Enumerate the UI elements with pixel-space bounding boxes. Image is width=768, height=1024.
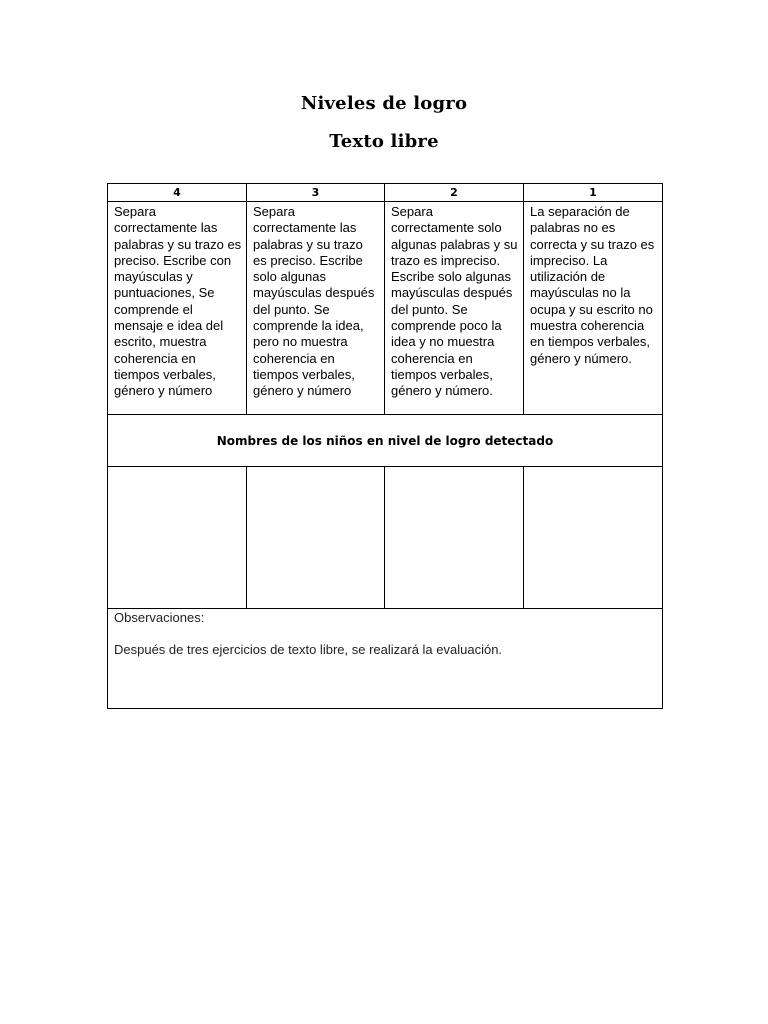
level-2-header: 2	[385, 184, 524, 202]
level-1-names-cell[interactable]	[524, 467, 663, 609]
level-4-names-cell[interactable]	[108, 467, 247, 609]
names-heading: Nombres de los niños en nivel de logro detectado	[108, 415, 663, 467]
rubric-table	[107, 183, 663, 709]
level-1-description: La separación de palabras no es correcta y su trazo es impreciso. La utilización de mayúsculas no la ocupa y su escrito no muestra coherencia en tiempos verbales, género y número.	[524, 202, 663, 415]
level-description-row	[108, 202, 663, 415]
level-1-header: 1	[524, 184, 663, 202]
level-2-names-cell[interactable]	[385, 467, 524, 609]
level-4-description: Separa correctamente las palabras y su trazo es preciso. Escribe con mayúsculas y puntuaciones, Se comprende el mensaje e idea del escrito, muestra coherencia en tiempos verbales, género y número	[108, 202, 247, 415]
page-subtitle: Texto libre	[329, 131, 439, 152]
observations-cell	[108, 609, 663, 709]
names-row	[108, 467, 663, 609]
observations-label: Observaciones:	[114, 610, 205, 625]
level-2-description: Separa correctamente solo algunas palabras y su trazo es impreciso. Escribe solo algunas mayúsculas después del punto. Se comprende poco la idea y no muestra coherencia en tiempos verbales, género y número.	[385, 202, 524, 415]
observations-row	[108, 609, 663, 709]
observations-text: Después de tres ejercicios de texto libre, se realizará la evaluación.	[114, 642, 503, 657]
level-3-header: 3	[247, 184, 385, 202]
names-heading-row	[108, 415, 663, 467]
level-header-row	[108, 184, 663, 202]
level-3-description: Separa correctamente las palabras y su trazo es preciso. Escribe solo algunas mayúsculas después del punto. Se comprende la idea, pero no muestra coherencia en tiempos verbales, género y número	[247, 202, 385, 415]
page-title: Niveles de logro	[300, 93, 468, 114]
level-3-names-cell[interactable]	[247, 467, 385, 609]
level-4-header: 4	[108, 184, 247, 202]
